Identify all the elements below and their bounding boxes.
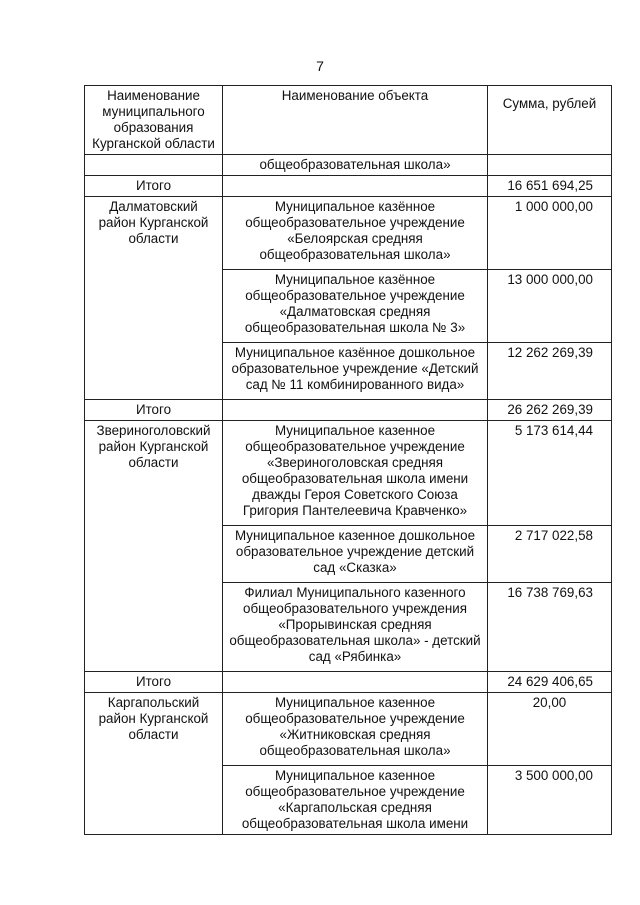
object-cell: Муниципальное казённое общеобразовательное учреждение «Далматовская средняя общеобразовательная школа № 3» <box>223 270 488 343</box>
object-cell: Муниципальное казённое дошкольное образовательное учреждение «Детский сад № 11 комбинированного вида» <box>223 343 488 400</box>
budget-table <box>84 85 612 835</box>
table-header-row <box>85 86 612 155</box>
page-number: 7 <box>316 58 324 74</box>
total-object-cell <box>223 176 488 197</box>
total-amount: 26 262 269,39 <box>488 400 612 421</box>
region-cell: Далматовский район Курганской области <box>85 197 223 400</box>
region-cell: Каргапольский район Курганской области <box>85 693 223 835</box>
total-amount: 16 651 694,25 <box>488 176 612 197</box>
amount-cell: 13 000 000,00 <box>488 270 612 343</box>
total-label: Итого <box>85 400 223 421</box>
object-cell: Муниципальное казённое общеобразовательное учреждение «Белоярская средняя общеобразовательная школа» <box>223 197 488 270</box>
object-cell: Муниципальное казенное общеобразовательное учреждение «Житниковская средняя общеобразовательная школа» <box>223 693 488 766</box>
total-label: Итого <box>85 672 223 693</box>
region-cell: Звериноголовский район Курганской области <box>85 421 223 672</box>
total-amount: 24 629 406,65 <box>488 672 612 693</box>
amount-cell <box>488 155 612 176</box>
table-row <box>85 155 612 176</box>
amount-cell: 1 000 000,00 <box>488 197 612 270</box>
amount-cell: 16 738 769,63 <box>488 583 612 672</box>
total-object-cell <box>223 672 488 693</box>
header-municipality: Наименование муниципального образования Курганской области <box>85 86 223 155</box>
total-row <box>85 400 612 421</box>
total-label: Итого <box>85 176 223 197</box>
object-cell: Муниципальное казенное общеобразовательное учреждение «Каргапольская средняя общеобразовательная школа имени <box>223 766 488 835</box>
table-row <box>85 421 612 526</box>
total-row <box>85 176 612 197</box>
region-cell <box>85 155 223 176</box>
amount-cell: 3 500 000,00 <box>488 766 612 835</box>
object-cell: общеобразовательная школа» <box>223 155 488 176</box>
total-object-cell <box>223 400 488 421</box>
amount-cell: 12 262 269,39 <box>488 343 612 400</box>
object-cell: Муниципальное казенное дошкольное образовательное учреждение детский сад «Сказка» <box>223 526 488 583</box>
total-row <box>85 672 612 693</box>
object-cell: Муниципальное казенное общеобразовательное учреждение «Звериноголовская средняя общеобразовательная школа имени дважды Героя Советского Союза Григория Пантелеевича Кравченко» <box>223 421 488 526</box>
amount-cell: 2 717 022,58 <box>488 526 612 583</box>
header-object: Наименование объекта <box>223 86 488 155</box>
table-row <box>85 693 612 766</box>
amount-cell: 5 173 614,44 <box>488 421 612 526</box>
header-amount: Сумма, рублей <box>488 86 612 155</box>
table-row <box>85 197 612 270</box>
amount-cell: 20,00 <box>488 693 612 766</box>
object-cell: Филиал Муниципального казенного общеобразовательного учреждения «Прорывинская средняя общеобразовательная школа» - детский сад «Рябинка» <box>223 583 488 672</box>
